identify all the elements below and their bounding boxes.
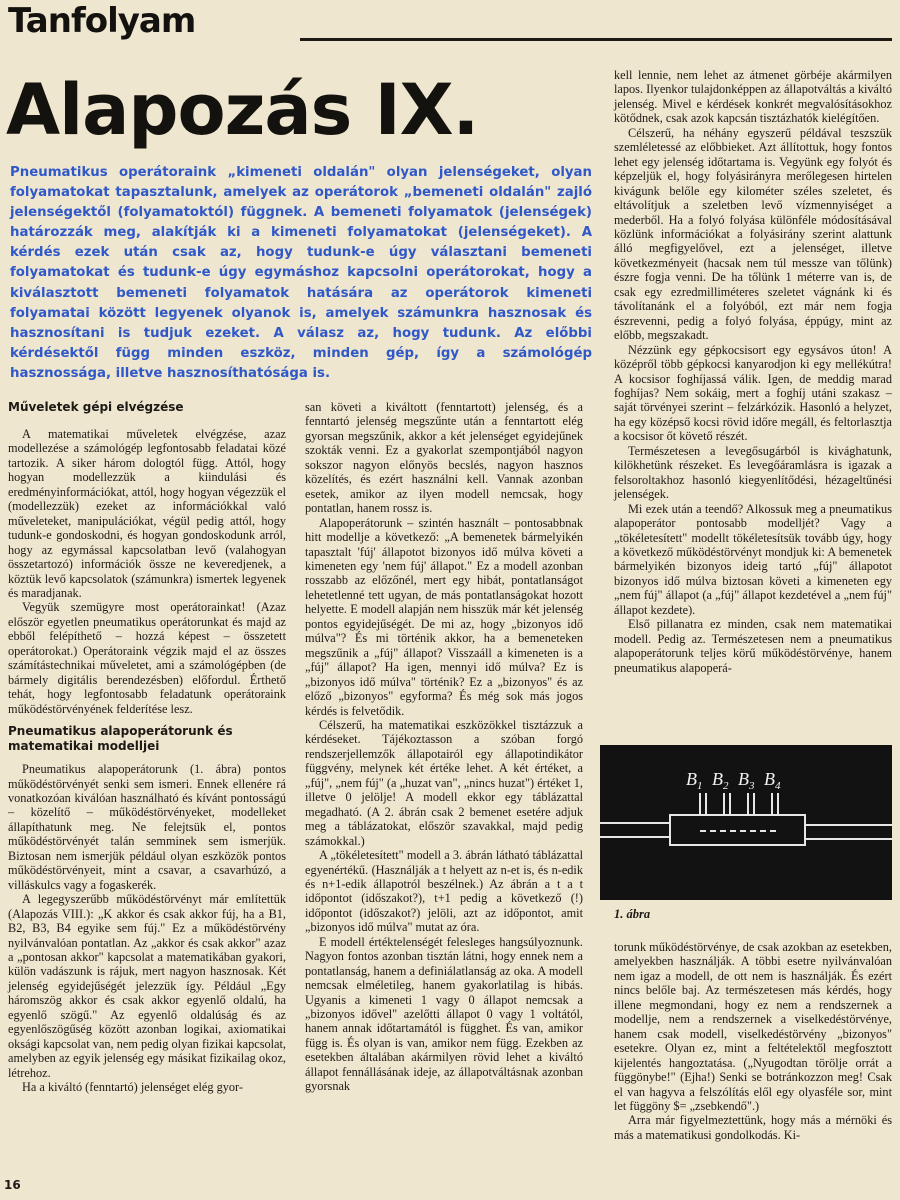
col2-paragraph: A „tökéletesített" modell a 3. ábrán látható táblázattal egyenértékű. (Használják a t helyett az n-et is, és n-edik és n+1-edik állapotról beszélnek.) Az ábrán a t a t időpontot (időszakot?), t+1 pedig a következő (!) időpontot (időszakot?) jelöli, azt az időpontot, amit „bizonyos idő múlva" mutat az óra. <box>305 848 583 935</box>
figure-caption: 1. ábra <box>614 907 651 921</box>
heading-muveletek: Műveletek gépi elvégzése <box>8 400 184 414</box>
input-label-b1: $B_1$ <box>686 769 703 792</box>
column-3-bottom <box>614 940 892 1142</box>
input-label-b3: $B_3$ <box>738 769 755 792</box>
input-label-b4: $B_4$ <box>764 769 781 792</box>
col1-paragraph: Pneumatikus alapoperátorunk (1. ábra) pontos működéstörvényét senki sem ismeri. Ennek ellenére rá vonatkozóan kiválóan használható és kívánt pontosságú – közelítő – működéstörvényeket, modelleket állapíthatunk meg. Ne felejtsük el, pontos működéstörvényét talán semminek sem ismerjük. Biztosan nem ismerjük például olyan eszközök pontos működéstörvényeit, mint a csavar, a csavarhúzó, a villáskulcs vagy a fogaskerék. <box>8 762 286 892</box>
col1-paragraph: A matematikai műveletek elvégzése, azaz modellezése a számológép legfontosabb feladatai közé tartozik. A siker három dologtól függ. Attól, hogy hogyan modellezzük a kiindulási és eredményinformációkat, attól, hogy hogyan végezzük el (modellezzük) ezeket az információkkal való műveleteket, manipulációkat, végül pedig attól, hogy tudunk-e gondoskodni, és hogyan gondoskodunk arról, hogy az egymással kapcsolatban levő (valahogyan összetartozó) információk össze ne keveredjenek, a köztük levő kapcsolatok (számunkra) ismertek legyenek és maradjanak. <box>8 427 286 600</box>
col3-paragraph: kell lennie, nem lehet az átmenet görbéje akármilyen lapos. Ilyenkor tulajdonképpen az állapotváltás a kiváltó jelenség. Mivel e kérdések konkrét megvalósításokhoz kötődnek, csak azok kapcsán tisztázhatók kielégítően. <box>614 68 892 126</box>
col3-paragraph: Célszerű, ha néhány egyszerű példával teszszük szemléletessé az előbbieket. Azt állítottuk, hogy fontos lehet egy jelenség időtartama is. Vegyünk egy folyót és képzeljük el, hogy folyásirányra merőlegesen hirtelen kivágunk belőle egy kilométer széles szeletet, és eltávolítjuk a szeletben levő vízmennyiséget a mederből. Ha a folyó folyása különféle módosításával közlünk információkat a folyásirány szerint alattunk álló megfigyelővel, ezt a jelenséget, illetve következményeit (hacsak nem túl messze van tőlünk) észre fogja venni. De ha tőlünk 1 méterre van is, de csak egy ezredmilliméteres szeletet vágnánk ki és távolítanánk el a folyóból, ezt már nem fogja észrevenni, pedig a folyó folyása, éppúgy, mint az előbb, megszakadt. <box>614 125 892 343</box>
col1-paragraph: Vegyük szemügyre most operátorainkat! (Azaz először egyetlen pneumatikus operátorunkat és majd az ebből felépíthető – hozzá képest – összetett operátorokat.) Operátoraink végzik majd el az összes számítástechnikai műveletet, ami a számológépben (de bármely digitális berendezésben) előfordul. Érthető tehát, hogy legfontosabb feladatunk operátoraink működéstörvényének felderítése lesz. <box>8 600 286 716</box>
figure-1-operator-photo <box>600 745 892 900</box>
column-2 <box>305 400 583 1094</box>
col3-paragraph: Nézzünk egy gépkocsisort egy egysávos úton! A középről több gépkocsi kanyarodjon ki egy mellékútra! A kocsisor foghíjassá válik. Igen, de meddig marad foghíjas? Nem sokáig, mert a foghíj utáni szakasz – saját törvényei szerint – felzárkózik. Hasonló a helyzet, ha egy középső kocsi rövid időre megáll, és feltorlasztja a kocsisor őt követő részét. <box>614 342 892 444</box>
col2-paragraph: Alapoperátorunk – szintén használt – pontosabbnak hitt modellje a következő: „A bemenetek bármelyikén tapasztalt 'fúj' állapotot bizonyos idő múlva követi a kimeneten egy 'nem fúj' állapot." Ez a modell azonban rosszabb az előzőnél, mert egy hibát, pontatlanságot lehetetlenné tett ugyan, de más pontatlanságokat hozott helyette. E modell alapján nem hisszük már két jelenség pontos egyidejűségét. De mi az, hogy „bizonyos idő múlva"? És mi történik akkor, ha a bemeneteken megszűnik a „fúj" állapot? Visszaáll a kimeneten is a „fúj" állapot? Ha igen, mennyi idő múlva? Ez is „bizonyos idő múlva" történik? Ez a „bizonyos" és az előző „bizonyos" egyforma? És még sok más jogos kérdés is felvetődik. <box>305 515 583 718</box>
lead-paragraph: Pneumatikus operátoraink „kimeneti oldalán" olyan jelenségeket, olyan folyamatokat tapasztalunk, amelyek az operátorok „bemeneti oldalán" zajló jelenségektől (folyamatoktól) függnek. A bemeneti folyamatok (jelenségek) határozzák meg, alakítják ki a kimeneti folyamatokat (jelenségeket). A kérdés ezek után csak az, hogy tudunk-e úgy választani bemeneti folyamatokat és tudunk-e úgy egymáshoz kapcsolni operátorokat, hogy a kiválasztott bemeneti folyamatok hatására az operátorok kimeneti folyamatai között legyenek olyanok is, amelyek számunkra hasznosak és hasznosítani is tudjuk ezeket. A válasz az, hogy tudunk. Az előbbi kérdésektől függ minden eszköz, minden gép, így a számológép hasznossága, illetve hasznosíthatósága is. <box>10 165 592 381</box>
col3-paragraph: torunk működéstörvénye, de csak azokban az esetekben, amelyekben használják. A többi esetre nyilvánvalóan nem igaz a modell, de ott nem is használják. És ezért nincs belőle baj. Az természetesen más kérdés, hogy illene megmondani, hogy ez nem a rendszernek a modellje, nem a rendszernek a viselkedéstörvénye, hanem csak modell, viselkedéstörvény „bizonyos" esetekre. Olyan ez, mint a feltételektől megfosztott kijelentés hangoztatása. („Nyugodtan törölje orrát a függönybe!" (Ejha!) Senki se botránkozzon meg! Csak el van hagyva a felszólítás elől egy olyasféle sor, mint let függöny $= „zsebkendő".) <box>614 940 892 1113</box>
col3-paragraph: Természetesen a levegősugárból is kivághatunk, kilökhetünk részeket. Es levegőáramlásra is igazak a felsoroltakhoz hasonló kiegyenlítődési, hézageltűnési jelenségek. <box>614 443 892 502</box>
page-title: Alapozás IX. <box>6 69 479 151</box>
col2-paragraph: san követi a kiváltott (fenntartott) jelenség, és a fenntartó jelenség megszűnte után a fenntartott elég gyorsan megszűnik, akkor a két jelenséget egyidejűnek szokták venni. Ez a gyakorlat szempontjából nagyon sokszor nagyon előnyös becslés, nagyon hasznos közelítés, és ezért használni kell. Vannak azonban esetek, amikor az ilyen modell nemcsak, hogy pontatlan, hanem rossz is. <box>305 400 583 516</box>
col1-paragraph: A legegyszerűbb működéstörvényt már említettük (Alapozás VIII.): „K akkor és csak akkor fúj, ha a B1, B2, B3, B4 egyike sem fúj." Ez a működéstörvény nyilvánvalóan pontatlan. Az „akkor és csak akkor" azaz a „pontosan akkor" kapcsolat a matematikában gyakori, külön vadászunk is rájuk, mert nagyon hasznosak. Két jelenség egyidejűségét jelezzük így. Például „Egy háromszög akkor és csak akkor egyenlő oldalú, ha egyenlő szögű." Az egyenlő oldalúság és az egyenlőszögűség között azonban logikai, axiomatikai oksági kapcsolat van, nem pedig olyan fizikai kapcsolat, amelyben az egyik jelenség egy másikat fizikailag okoz, létrehoz. <box>8 892 286 1080</box>
column-3-top <box>614 68 892 675</box>
col1-paragraph: Ha a kiváltó (fenntartó) jelenséget elég gyor- <box>22 1080 244 1095</box>
header-rule <box>300 38 892 41</box>
col2-paragraph: E modell értéktelenségét felesleges hangsúlyoznunk. Nagyon fontos azonban tisztán látni, hogy ennek nem a pontatlanság, hanem a definiálatlanság az oka. A modell nemcsak elméletileg, hanem gyakorlatilag is hibás. Ugyanis a kimeneti 1 vagy 0 állapot nemcsak a „bizonyos idővel" azelőtti állapot 0 vagy 1 voltától, hanem annak időtartamától is függhet. És van, amikor függ is. És olyan is van, amikor nem függ. Ezekben az esetekben általában akármilyen rövid lehet a kiváltó állapot fennállásának ideje, az állapotváltásnak azonban gyorsnak <box>305 934 583 1094</box>
page-number: 16 <box>4 1178 21 1192</box>
col3-paragraph: Első pillanatra ez minden, csak nem matematikai modell. Pedig az. Természetesen nem a pneumatikus alapoperátorunk teljes körű működéstörvénye, hanem pneumatikus alapoperá- <box>614 617 892 675</box>
operator-drawing <box>600 745 892 900</box>
input-label-b2: $B_2$ <box>712 769 729 792</box>
col3-paragraph: Mi ezek után a teendő? Alkossuk meg a pneumatikus alapoperátor pontosabb modelljét? Vagy a „tökéletesített" modellt tökéletesítsük tovább úgy, hogy a következő működéstörvényt mondjuk ki: A bemenetek bármelyikén bizonyos ideig tartó „fúj" állapotot bizonyos idő múlva biztosan követi a kimeneten egy „nem fúj" állapot (a „fúj" állapot kezdetével a „nem fúj" állapot kezdete). <box>614 501 892 617</box>
section-title: Tanfolyam <box>8 1 196 41</box>
col3-paragraph: Arra már figyelmeztettünk, hogy más a mérnöki és más a matematikusi gondolkodás. Ki- <box>614 1113 892 1142</box>
column-1 <box>8 400 286 1094</box>
col2-paragraph: Célszerű, ha matematikai eszközökkel tisztázzuk a kérdéseket. Tájékoztasson a szóban forgó rendszerjellemzők állapotairól egy állapotindikátor függvény, melynek két értéke lehet. A két értéket, a „fúj", „nem fúj" (a „huzat van", „nincs huzat") értéket 1, illetve 0 jelölje! A modell ekkor egy táblázattal megadható. (A 2. ábrán csak 2 bemenet esetére adjuk meg a táblázatokat, először szavakkal, majd pedig számokkal.) <box>305 717 583 848</box>
heading-alapoperator: Pneumatikus alapoperátorunk és matematikai modelljei <box>8 724 233 754</box>
